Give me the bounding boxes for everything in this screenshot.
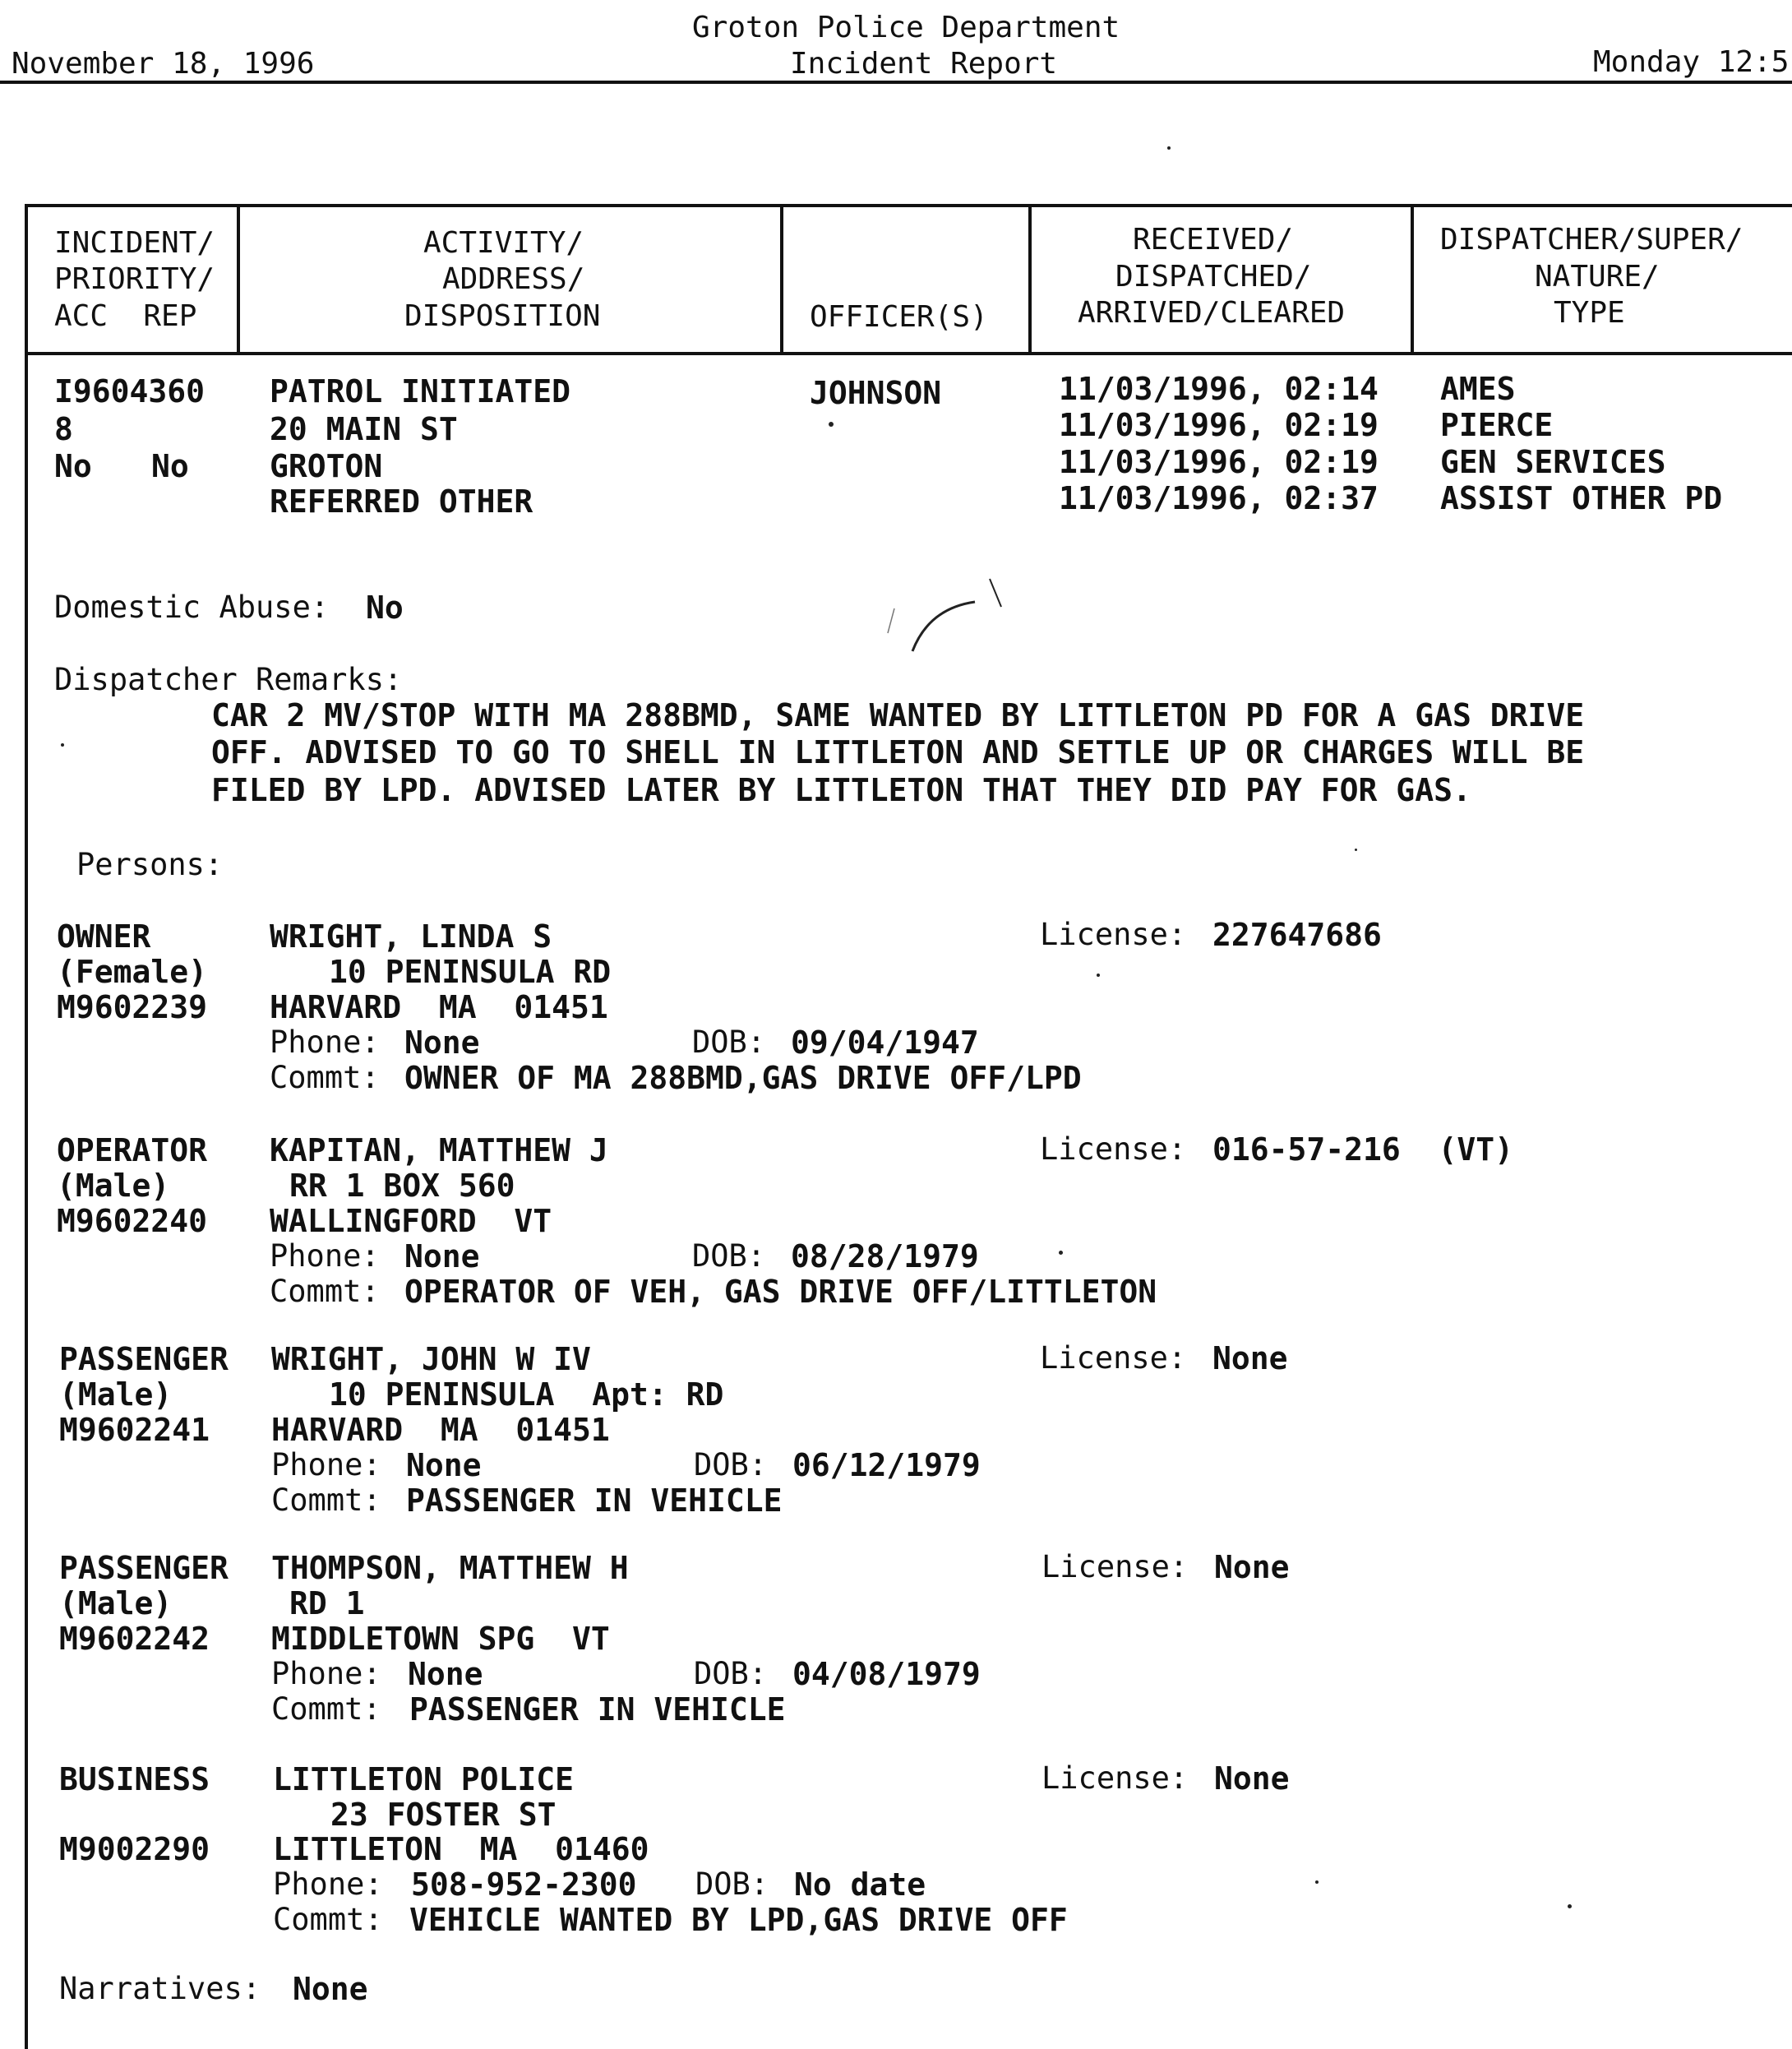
table-header-bottom-border [25, 352, 1792, 355]
person-id: M9602239 [57, 989, 208, 1025]
person-city: HARVARD MA 01451 [271, 1412, 610, 1448]
header-received-line: ARRIVED/CLEARED [1078, 296, 1346, 330]
person-dob: 06/12/1979 [792, 1447, 981, 1483]
person-dob: No date [794, 1866, 926, 1903]
column-divider [780, 204, 783, 355]
person-street: 23 FOSTER ST [330, 1797, 557, 1833]
person-license: None [1214, 1760, 1290, 1797]
person-role: PASSENGER [59, 1550, 229, 1586]
person-street: RD 1 [289, 1585, 365, 1621]
incident-dispatcher: AMES [1440, 371, 1516, 407]
dob-label: DOB: [694, 1447, 768, 1482]
person-gender: (Female) [57, 954, 208, 990]
remarks-line: OFF. ADVISED TO GO TO SHELL IN LITTLETON AND SETTLE UP OR CHARGES WILL BE [211, 734, 1585, 770]
report-day-time: Monday 12:5 [1593, 45, 1790, 79]
ink-mark [829, 422, 834, 427]
person-city: LITTLETON MA 01460 [273, 1831, 649, 1867]
department-name: Groton Police Department [692, 11, 1120, 44]
scan-speck [1568, 1904, 1572, 1908]
person-license: None [1214, 1549, 1290, 1585]
person-gender: (Male) [59, 1376, 173, 1413]
header-dispatcher-line: TYPE [1554, 296, 1625, 330]
person-comment: PASSENGER IN VEHICLE [409, 1691, 786, 1728]
person-gender: (Male) [59, 1585, 173, 1621]
scan-speck [1355, 849, 1357, 851]
header-incident-line: ACC REP [54, 299, 197, 333]
header-received-line: DISPATCHED/ [1115, 260, 1312, 294]
person-name: LITTLETON POLICE [273, 1761, 575, 1797]
person-dob: 04/08/1979 [792, 1656, 981, 1692]
commt-label: Commt: [271, 1691, 381, 1727]
person-dob: 08/28/1979 [791, 1238, 979, 1274]
person-license: None [1212, 1340, 1288, 1376]
dispatcher-remarks-label: Dispatcher Remarks: [54, 662, 403, 697]
header-officer: OFFICER(S) [810, 300, 988, 334]
incident-activity: PATROL INITIATED [270, 373, 571, 409]
scan-speck [1097, 974, 1100, 977]
incident-number: I9604360 [54, 373, 206, 409]
dob-label: DOB: [692, 1024, 766, 1060]
incident-super: PIERCE [1440, 407, 1554, 443]
incident-officer: JOHNSON [810, 375, 942, 411]
header-activity-line: DISPOSITION [404, 299, 601, 333]
commt-label: Commt: [270, 1274, 380, 1309]
column-divider [1411, 204, 1414, 355]
incident-acc: No [54, 448, 92, 484]
person-street: RR 1 BOX 560 [289, 1168, 515, 1204]
person-dob: 09/04/1947 [791, 1024, 979, 1061]
person-id: M9602242 [59, 1621, 210, 1657]
incident-received: 11/03/1996, 02:14 [1059, 371, 1379, 407]
person-phone: None [404, 1238, 480, 1274]
license-label: License: [1040, 1131, 1187, 1167]
narratives-value: None [293, 1971, 368, 2007]
remarks-line: FILED BY LPD. ADVISED LATER BY LITTLETON THAT THEY DID PAY FOR GAS. [211, 772, 1471, 808]
person-id: M9602241 [59, 1412, 210, 1448]
incident-type: ASSIST OTHER PD [1440, 480, 1723, 516]
license-label: License: [1040, 917, 1187, 952]
incident-cleared: 11/03/1996, 02:37 [1059, 480, 1379, 516]
pen-mark [880, 576, 1011, 658]
person-phone: None [408, 1656, 483, 1692]
domestic-abuse-label: Domestic Abuse: [54, 590, 330, 625]
person-gender: (Male) [57, 1168, 170, 1204]
person-name: THOMPSON, MATTHEW H [271, 1550, 629, 1586]
person-name: KAPITAN, MATTHEW J [270, 1132, 608, 1168]
person-role: BUSINESS [59, 1761, 210, 1797]
dob-label: DOB: [694, 1656, 768, 1691]
person-street: 10 PENINSULA Apt: RD [329, 1376, 724, 1413]
phone-label: Phone: [273, 1866, 383, 1902]
commt-label: Commt: [271, 1482, 381, 1518]
report-title: Incident Report [790, 47, 1058, 81]
phone-label: Phone: [271, 1447, 381, 1482]
header-activity-line: ADDRESS/ [442, 262, 585, 296]
person-role: OWNER [57, 918, 151, 955]
phone-label: Phone: [270, 1238, 380, 1274]
person-city: HARVARD MA 01451 [270, 989, 608, 1025]
remarks-line: CAR 2 MV/STOP WITH MA 288BMD, SAME WANTED BY LITTLETON PD FOR A GAS DRIVE [211, 697, 1585, 733]
commt-label: Commt: [273, 1902, 383, 1937]
column-divider [1028, 204, 1032, 355]
person-city: WALLINGFORD VT [270, 1203, 552, 1239]
license-label: License: [1041, 1760, 1189, 1796]
narratives-label: Narratives: [59, 1971, 261, 2006]
incident-town: GROTON [270, 448, 383, 484]
scan-speck [1315, 1880, 1319, 1884]
license-label: License: [1041, 1549, 1189, 1584]
person-id: M9602240 [57, 1203, 208, 1239]
scan-speck [1059, 1251, 1063, 1255]
person-comment: PASSENGER IN VEHICLE [406, 1482, 783, 1519]
commt-label: Commt: [270, 1060, 380, 1095]
license-label: License: [1040, 1340, 1187, 1376]
table-top-border [25, 204, 1792, 207]
person-comment: VEHICLE WANTED BY LPD,GAS DRIVE OFF [409, 1902, 1068, 1938]
report-date: November 18, 1996 [12, 47, 315, 81]
phone-label: Phone: [270, 1024, 380, 1060]
persons-label: Persons: [76, 847, 224, 882]
header-incident-line: PRIORITY/ [54, 262, 215, 296]
incident-priority: 8 [54, 411, 73, 447]
person-name: WRIGHT, JOHN W IV [271, 1341, 591, 1377]
scan-speck [1167, 146, 1171, 150]
person-phone: None [406, 1447, 482, 1483]
person-comment: OWNER OF MA 288BMD,GAS DRIVE OFF/LPD [404, 1060, 1082, 1096]
header-dispatcher-line: NATURE/ [1535, 260, 1660, 294]
dob-label: DOB: [695, 1866, 769, 1902]
scan-speck [61, 743, 64, 747]
header-activity-line: ACTIVITY/ [423, 226, 584, 260]
person-license: 227647686 [1212, 917, 1382, 953]
domestic-abuse-value: No [366, 590, 404, 626]
phone-label: Phone: [271, 1656, 381, 1691]
person-role: OPERATOR [57, 1132, 208, 1168]
incident-nature: GEN SERVICES [1440, 444, 1666, 480]
person-city: MIDDLETOWN SPG VT [271, 1621, 610, 1657]
person-id: M9002290 [59, 1831, 210, 1867]
header-dispatcher-line: DISPATCHER/SUPER/ [1440, 223, 1744, 257]
incident-rep: No [151, 448, 189, 484]
header-rule [0, 81, 1792, 84]
person-street: 10 PENINSULA RD [329, 954, 612, 990]
incident-arrived: 11/03/1996, 02:19 [1059, 444, 1379, 480]
person-license: 016-57-216 (VT) [1212, 1131, 1514, 1168]
table-left-border [25, 204, 28, 2049]
incident-address: 20 MAIN ST [270, 411, 458, 447]
header-incident-line: INCIDENT/ [54, 226, 215, 260]
person-name: WRIGHT, LINDA S [270, 918, 552, 955]
person-role: PASSENGER [59, 1341, 229, 1377]
incident-disposition: REFERRED OTHER [270, 483, 533, 520]
person-comment: OPERATOR OF VEH, GAS DRIVE OFF/LITTLETON [404, 1274, 1157, 1310]
column-divider [237, 204, 240, 355]
person-phone: None [404, 1024, 480, 1061]
header-received-line: RECEIVED/ [1133, 223, 1294, 257]
dob-label: DOB: [692, 1238, 766, 1274]
incident-dispatched: 11/03/1996, 02:19 [1059, 407, 1379, 443]
person-phone: 508-952-2300 [411, 1866, 637, 1903]
